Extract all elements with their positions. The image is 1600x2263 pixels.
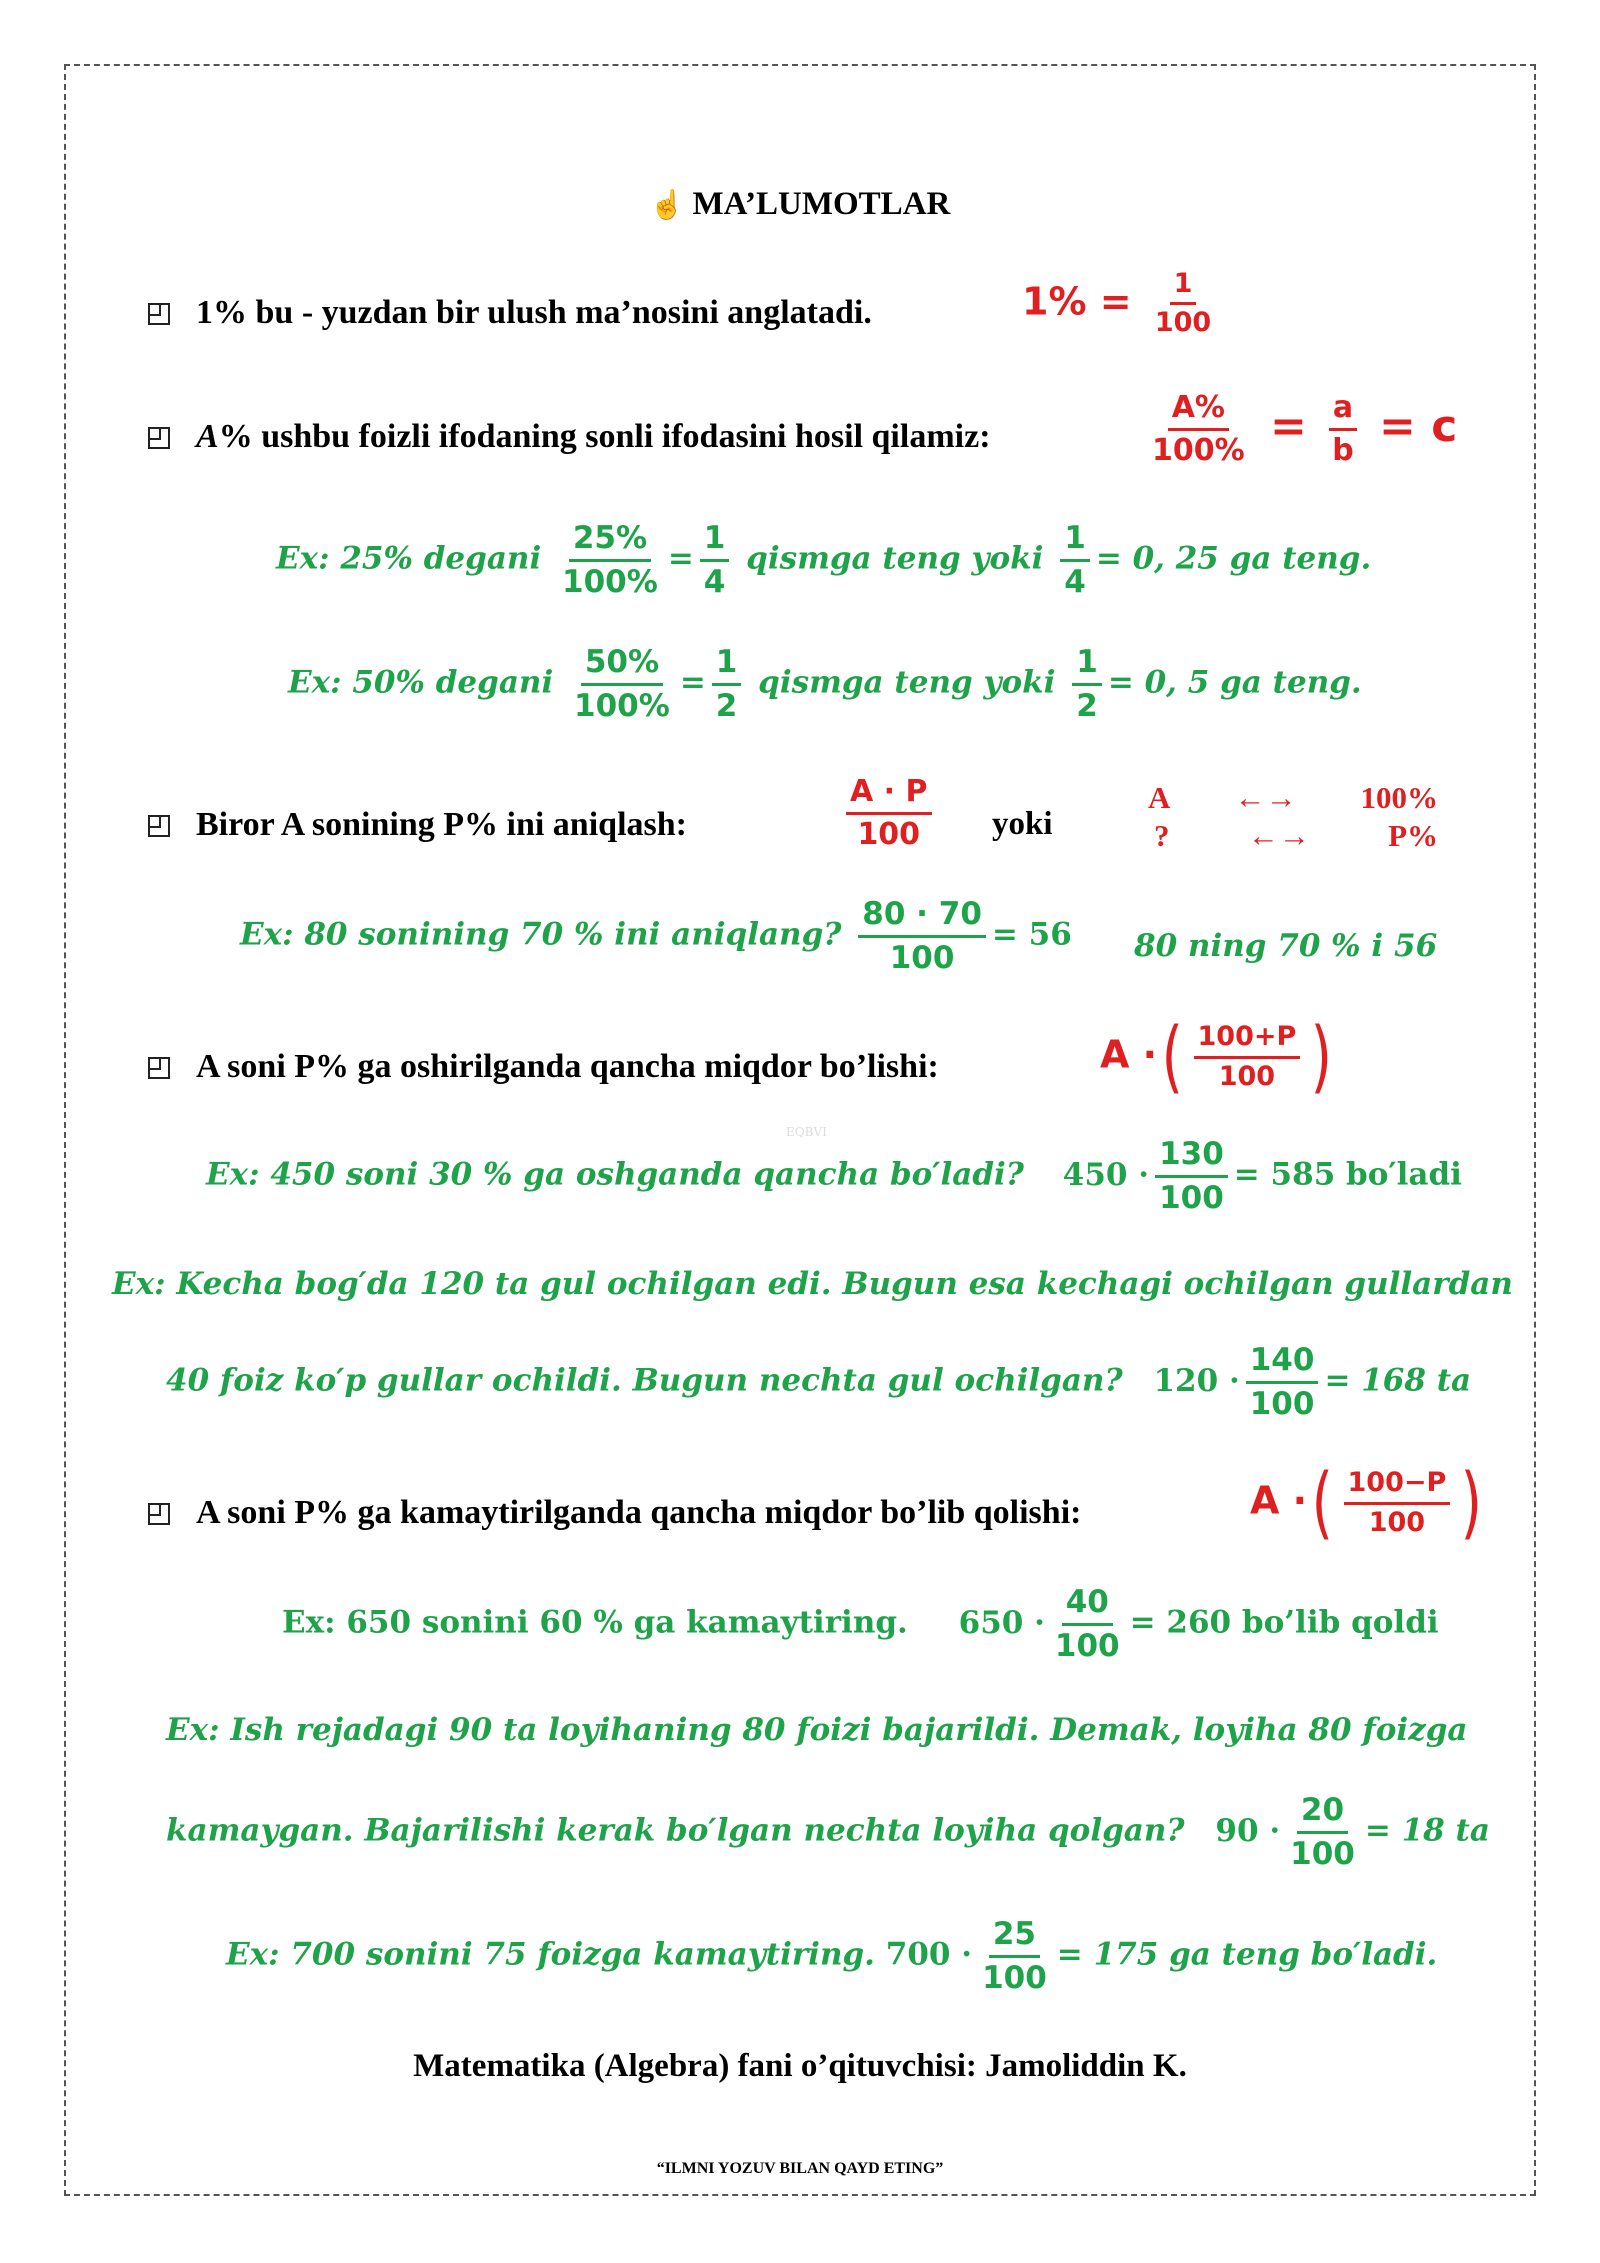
numerator: 40 [1062,1586,1113,1626]
numerator: 25 [989,1918,1040,1958]
fraction [1051,1586,1124,1662]
numerator: 25% [569,522,651,562]
denominator: 100 [1290,1835,1355,1872]
numerator: 100+P [1194,1023,1301,1058]
item-3-formula [840,776,938,850]
item-4: A soni P% ga oshirilganda qancha miqdor bo’lishi: [148,1048,939,1086]
numerator: 1 [1170,270,1197,305]
checkbox-icon [148,303,170,325]
numerator: 50% [581,646,663,686]
fraction [1072,646,1102,722]
example-5-line-2: 40 foiz ko′p gullar ochildi. Bugun nechta gul ochilgan? 120 · $\frac{140}{100}$ = 168 ta [166,1342,1472,1422]
fraction [1246,1344,1319,1420]
denominator: 100% [1152,432,1245,468]
fraction [978,1918,1051,1994]
fraction [1148,392,1249,466]
numerator: 1 [1072,646,1102,686]
fraction [1344,1469,1451,1537]
numerator: A · P [846,776,932,815]
fraction [1194,1023,1301,1091]
numerator: 140 [1246,1344,1319,1384]
proportion-table [1148,780,1438,854]
denominator: 100 [1249,1385,1315,1422]
denominator: b [1332,432,1354,468]
fraction [846,776,932,850]
denominator: 100 [889,939,955,976]
example-3-result: 80 ning 70 % i 56 [1134,928,1438,964]
fraction [1155,1138,1228,1214]
item-4-formula: A ·( $\frac{100+P}{100}$ ) [1100,1012,1333,1102]
numerator: 80 · 70 [858,898,986,938]
denominator: 4 [1064,563,1086,600]
example-1: Ex: 25% degani $\frac{25\%}{100\%}$ = $\frac{1}{4}$ qismga teng yoki $\frac{1}{4}$ = 0, 25 ga teng. [276,520,1372,600]
example-7-line-2: kamaygan. Bajarilishi kerak bo′lgan nechta loyiha qolgan? 90 · $\frac{20}{100}$ = 18 ta [166,1792,1490,1872]
denominator: 2 [1076,687,1098,724]
numerator: a [1329,392,1357,431]
fraction [1328,392,1357,466]
fraction [1286,1794,1359,1870]
numerator: 1 [1060,522,1090,562]
denominator: 100% [574,687,670,724]
motto: “ILMNI YOZUV BILAN QAYD ETING” [656,2160,944,2177]
item-5: A soni P% ga kamaytirilganda qancha miqdor bo’lib qolishi: [148,1494,1081,1532]
numerator: 130 [1155,1138,1228,1178]
proportion-row-1: A ←→ 100% [1148,780,1438,815]
item-1-formula: 1% = $\frac{1}{100}$ [1022,270,1221,338]
item-3: Biror A sonining P% ini aniqlash: [148,806,687,844]
fraction [1060,522,1090,598]
checkbox-icon [148,1503,170,1525]
author-line: Matematika (Algebra) fani o’qituvchisi: Jamoliddin K. [413,2048,1187,2084]
numerator: 1 [712,646,742,686]
fraction [1151,270,1215,338]
checkbox-icon [148,815,170,837]
checkbox-icon [148,427,170,449]
example-5-line-1: Ex: Kecha bog′da 120 ta gul ochilgan edi. Bugun esa kechagi ochilgan gullardan [112,1266,1513,1302]
numerator: A% [1168,392,1229,431]
checkbox-icon [148,1057,170,1079]
item-2-formula: $\frac{A\%}{100\%}$ = $\frac{a}{b}$ = c [1142,392,1457,466]
item-3-or: yoki [992,806,1053,842]
numerator: 1 [700,522,730,562]
item-5-formula: A ·( $\frac{100-P}{100}$ ) [1250,1458,1483,1548]
denominator: 2 [715,687,738,724]
pointing-hand-icon: ☝ [649,190,685,221]
denominator: 100 [1159,1179,1224,1216]
item-1: 1% bu - yuzdan bir ulush ma’nosini anglatadi. [148,294,872,332]
denominator: 100 [857,816,921,852]
numerator: 20 [1297,1794,1348,1834]
proportion-row-2: ? ←→ P% [1154,818,1438,853]
fraction [570,646,674,722]
example-4: Ex: 450 soni 30 % ga oshganda qancha bo′ladi? 450 · $\frac{130}{100}$ = 585 bo′ladi [206,1136,1462,1216]
example-8: Ex: 700 sonini 75 foizga kamaytiring. 700 · $\frac{25}{100}$ = 175 ga teng bo′ladi. [226,1916,1438,1996]
fraction [712,646,742,722]
page-title: ☝ MA’LUMOTLAR [649,186,951,222]
denominator: 100 [1218,1060,1276,1092]
fraction [858,898,986,974]
denominator: 100 [1154,307,1212,339]
example-2: Ex: 50% degani $\frac{50\%}{100\%}$ = $\frac{1}{2}$ qismga teng yoki $\frac{1}{2}$ = 0, 5 ga teng. [288,644,1362,724]
item-2: A% ushbu foizli ifodaning sonli ifodasini hosil qilamiz: [148,418,991,456]
denominator: 100 [1368,1506,1426,1538]
denominator: 100 [982,1959,1047,1996]
example-3: Ex: 80 sonining 70 % ini aniqlang? $\frac{80 \cdot 70}{100}$ = 56 [240,896,1072,976]
denominator: 100% [562,563,658,600]
watermark: EQBVI [786,1125,827,1139]
fraction [700,522,730,598]
fraction [558,522,662,598]
example-6: Ex: 650 sonini 60 % ga kamaytiring. 650 · $\frac{40}{100}$ = 260 bo’lib qoldi [282,1584,1439,1664]
denominator: 100 [1054,1627,1120,1664]
denominator: 4 [703,563,726,600]
numerator: 100−P [1344,1469,1451,1504]
example-7-line-1: Ex: Ish rejadagi 90 ta loyihaning 80 foizi bajarildi. Demak, loyiha 80 foizga [166,1712,1468,1748]
